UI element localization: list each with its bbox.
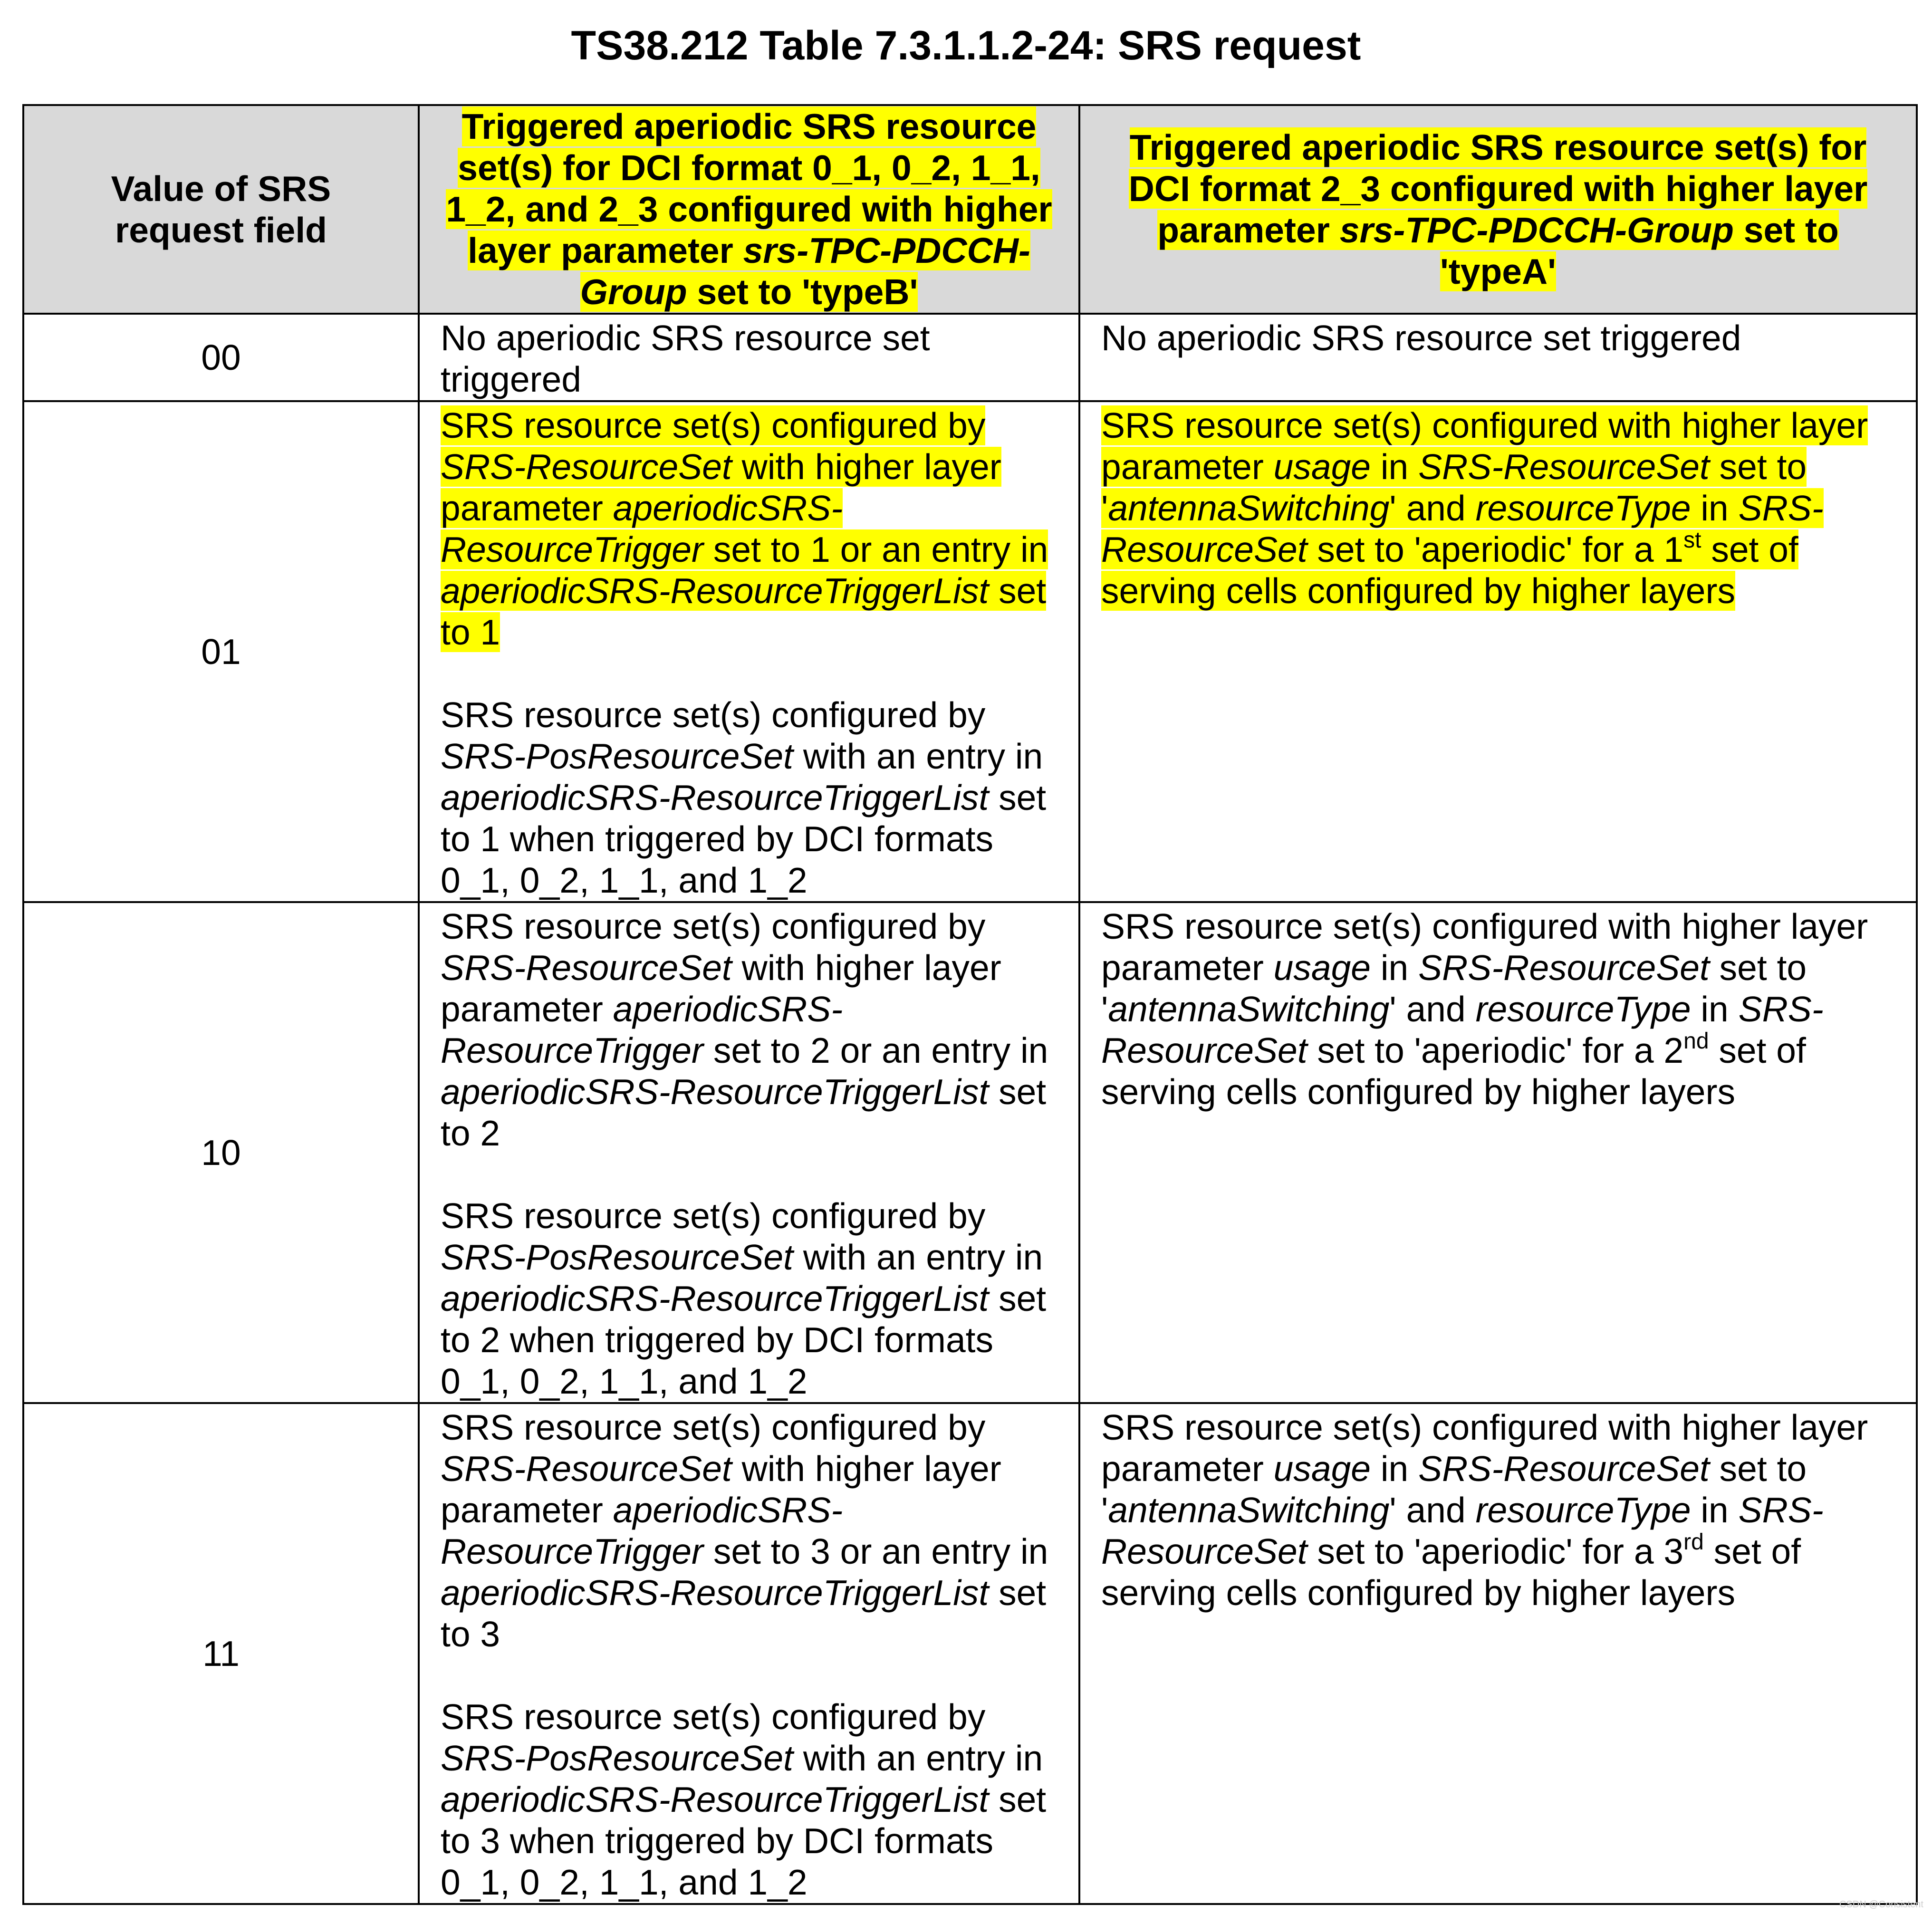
typea-resourceset-text: SRS resource set(s) configured with higher layer parameter usage in SRS-ResourceSet set to 'antennaSwitching' and resourceType in SRS-ResourceSet set to 'aperiodic' for a 2nd set of serving cells configured by higher layers	[1101, 906, 1868, 1112]
typeb-posresourceset-text: SRS resource set(s) configured by SRS-PosResourceSet with an entry in aperiodicSRS-ResourceTriggerList set to 1 when triggered by DCI formats 0_1, 0_2, 1_1, and 1_2	[441, 695, 1047, 900]
header-typea-text: Triggered aperiodic SRS resource set(s) for DCI format 2_3 configured with higher layer parameter	[1128, 127, 1868, 250]
header-typeb-highlight	[446, 106, 1052, 312]
header-typea-param: srs-TPC-PDCCH-Group	[1339, 210, 1734, 250]
table-row-10	[23, 902, 1917, 1403]
table-row-11	[23, 1403, 1917, 1904]
typea-cell: No aperiodic SRS resource set triggered	[1079, 314, 1917, 401]
header-typeb-param: srs-TPC-PDCCH-Group	[580, 231, 1030, 312]
srs-request-table	[22, 104, 1918, 1905]
typeb-resourceset-text: SRS resource set(s) configured by SRS-ResourceSet with higher layer parameter aperiodicSRS-ResourceTrigger set to 1 or an entry in aperiodicSRS-ResourceTriggerList set to 1	[441, 405, 1048, 652]
typeb-resourceset-text: SRS resource set(s) configured by SRS-ResourceSet with higher layer parameter aperiodicSRS-ResourceTrigger set to 2 or an entry in aperiodicSRS-ResourceTriggerList set to 2	[441, 906, 1048, 1153]
header-typeb-text: Triggered aperiodic SRS resource set(s) for DCI format 0_1, 0_2, 1_1, 1_2, and 2_3 configured with higher layer parameter	[446, 106, 1052, 270]
table-row-00	[23, 314, 1917, 401]
typeb-cell	[419, 401, 1079, 902]
typea-resourceset-text: SRS resource set(s) configured with higher layer parameter usage in SRS-ResourceSet set to 'antennaSwitching' and resourceType in SRS-ResourceSet set to 'aperiodic' for a 1st set of serving cells configured by higher layers	[1101, 405, 1868, 611]
header-typea-suffix: set to 'typeA'	[1440, 210, 1839, 291]
typeb-cell: No aperiodic SRS resource set triggered	[419, 314, 1079, 401]
typeb-posresourceset-text: SRS resource set(s) configured by SRS-PosResourceSet with an entry in aperiodicSRS-ResourceTriggerList set to 3 when triggered by DCI formats 0_1, 0_2, 1_1, and 1_2	[441, 1697, 1047, 1902]
header-typeb-suffix: set to 'typeB'	[687, 272, 918, 312]
typea-cell	[1079, 1403, 1917, 1904]
typeb-resourceset-text: SRS resource set(s) configured by SRS-ResourceSet with higher layer parameter aperiodicSRS-ResourceTrigger set to 3 or an entry in aperiodicSRS-ResourceTriggerList set to 3	[441, 1407, 1048, 1654]
typea-cell	[1079, 401, 1917, 902]
table-row-01	[23, 401, 1917, 902]
value-cell: 10	[23, 902, 419, 1403]
typeb-posresourceset-text: SRS resource set(s) configured by SRS-PosResourceSet with an entry in aperiodicSRS-ResourceTriggerList set to 2 when triggered by DCI formats 0_1, 0_2, 1_1, and 1_2	[441, 1196, 1047, 1401]
value-cell: 11	[23, 1403, 419, 1904]
header-typea-highlight	[1129, 127, 1867, 291]
value-cell: 00	[23, 314, 419, 401]
page-title: TS38.212 Table 7.3.1.1.2-24: SRS request	[571, 23, 1361, 68]
typeb-cell	[419, 902, 1079, 1403]
header-value-label: Value of SRS request field	[111, 168, 331, 250]
value-cell: 01	[23, 401, 419, 902]
typea-cell	[1079, 902, 1917, 1403]
typeb-cell	[419, 1403, 1079, 1904]
table-header-row	[23, 105, 1917, 314]
header-typeb-column	[419, 105, 1079, 314]
header-typea-column	[1079, 105, 1917, 314]
watermark: CSDN @Consistent	[1839, 1899, 1923, 1910]
header-value-column	[23, 105, 419, 314]
typea-resourceset-text: SRS resource set(s) configured with higher layer parameter usage in SRS-ResourceSet set to 'antennaSwitching' and resourceType in SRS-ResourceSet set to 'aperiodic' for a 3rd set of serving cells configured by higher layers	[1101, 1407, 1868, 1613]
